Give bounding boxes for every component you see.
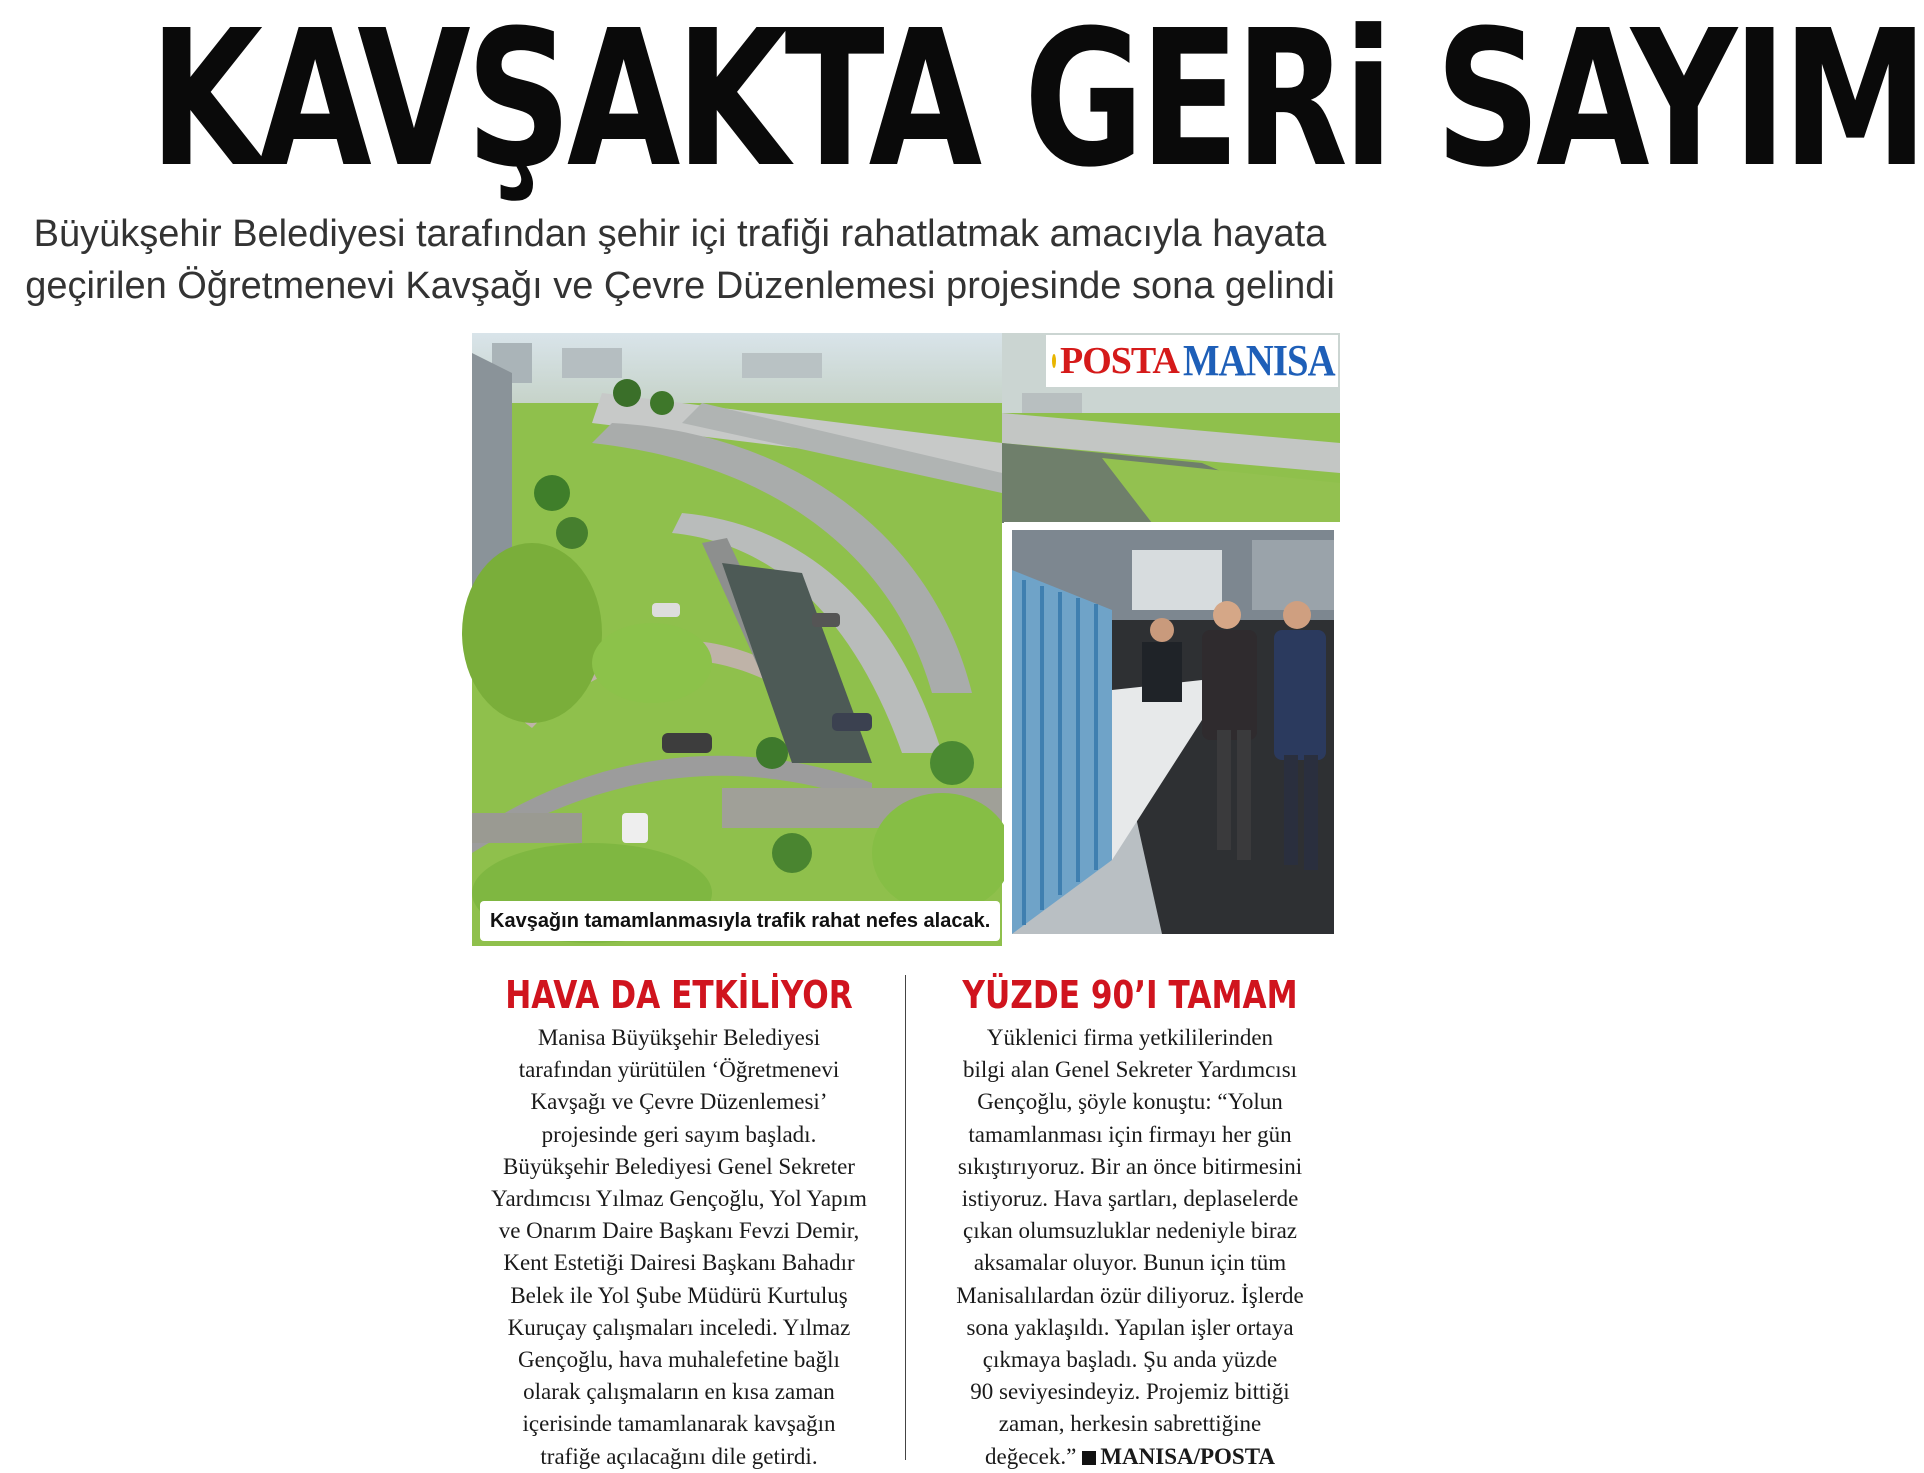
body-line: zaman, herkesin sabrettiğine bbox=[998, 1411, 1262, 1437]
body-line: Belek ile Yol Şube Müdürü Kurtuluş bbox=[510, 1282, 848, 1308]
body-line: olarak çalışmaların en kısa zaman bbox=[523, 1379, 835, 1405]
body-last-line bbox=[910, 1441, 1350, 1473]
subheadline bbox=[20, 208, 1340, 312]
last-line-text: değecek.” bbox=[985, 1443, 1077, 1469]
body-line: projesinde geri sayım başladı. bbox=[541, 1121, 817, 1147]
photo-caption: Kavşağın tamamlanmasıyla trafik rahat nefes alacak. bbox=[480, 901, 1000, 941]
body-line: tarafından yürütülen ‘Öğretmenevi bbox=[518, 1057, 840, 1083]
body-line: sona yaklaşıldı. Yapılan işler ortaya bbox=[966, 1314, 1294, 1340]
column-divider bbox=[905, 975, 906, 1460]
officials-inspection-photo-icon bbox=[1012, 530, 1334, 934]
left-column-heading: HAVA DA ETKİLİYOR bbox=[505, 973, 853, 1017]
right-column-body bbox=[910, 1022, 1350, 1473]
body-line: istiyoruz. Hava şartları, deplaselerde bbox=[961, 1186, 1299, 1212]
body-line: 90 seviyesindeyiz. Projemiz bittiği bbox=[970, 1379, 1290, 1405]
body-line: Gençoğlu, hava muhalefetine bağlı bbox=[518, 1347, 840, 1373]
body-line: Manisalılardan özür diliyoruz. İşlerde bbox=[956, 1282, 1304, 1308]
body-line: ve Onarım Daire Başkanı Fevzi Demir, bbox=[498, 1218, 860, 1244]
article-column-right bbox=[910, 968, 1350, 1473]
body-line: trafiğe açılacağını dile getirdi. bbox=[540, 1443, 818, 1469]
body-line: Yüklenici firma yetkililerinden bbox=[986, 1025, 1274, 1050]
body-line: Gençoğlu, şöyle konuştu: “Yolun bbox=[977, 1089, 1283, 1115]
headline: KAVŞAKTA GERi SAYIM bbox=[149, 0, 1924, 209]
body-line: Kuruçay çalışmaları inceledi. Yılmaz bbox=[507, 1314, 851, 1340]
square-icon bbox=[1082, 1451, 1096, 1465]
signature: MANISA/POSTA bbox=[1100, 1443, 1275, 1469]
globe-icon bbox=[1052, 354, 1056, 368]
left-column-body bbox=[464, 1022, 894, 1473]
inspection-photo bbox=[1004, 522, 1342, 942]
subheadline-line-1: Büyükşehir Belediyesi tarafından şehir içi trafiği rahatlatmak amacıyla hayata bbox=[33, 213, 1327, 255]
article-column-left bbox=[464, 968, 894, 1473]
brand-posta: POSTA bbox=[1060, 340, 1179, 382]
right-column-heading: YÜZDE 90’I TAMAM bbox=[962, 973, 1298, 1017]
subheadline-line-2: geçirilen Öğretmenevi Kavşağı ve Çevre Düzenlemesi projesinde sona gelindi bbox=[25, 265, 1335, 307]
body-line: Manisa Büyükşehir Belediyesi bbox=[537, 1025, 821, 1050]
body-line: bilgi alan Genel Sekreter Yardımcısı bbox=[962, 1057, 1298, 1083]
body-line: çıkmaya başladı. Şu anda yüzde bbox=[982, 1347, 1278, 1373]
body-line: Yardımcısı Yılmaz Gençoğlu, Yol Yapım bbox=[491, 1186, 867, 1212]
body-line: aksamalar oluyor. Bunun için tüm bbox=[973, 1250, 1287, 1276]
body-line: sıkıştırıyoruz. Bir an önce bitirmesini bbox=[957, 1153, 1303, 1179]
body-line: Büyükşehir Belediyesi Genel Sekreter bbox=[503, 1153, 855, 1179]
aerial-interchange-image bbox=[472, 333, 1002, 946]
body-line: çıkan olumsuzluklar nedeniyle biraz bbox=[962, 1218, 1298, 1244]
body-line: Kavşağı ve Çevre Düzenlemesi’ bbox=[530, 1089, 828, 1115]
brand-manisa: MANISA bbox=[1182, 336, 1335, 385]
posta-manisa-logo bbox=[1046, 335, 1338, 387]
aerial-interchange-render-icon bbox=[472, 333, 1002, 946]
body-line: Kent Estetiği Dairesi Başkanı Bahadır bbox=[503, 1250, 855, 1276]
body-line: tamamlanması için firmayı her gün bbox=[968, 1121, 1292, 1147]
body-line: içerisinde tamamlanarak kavşağın bbox=[522, 1411, 836, 1437]
